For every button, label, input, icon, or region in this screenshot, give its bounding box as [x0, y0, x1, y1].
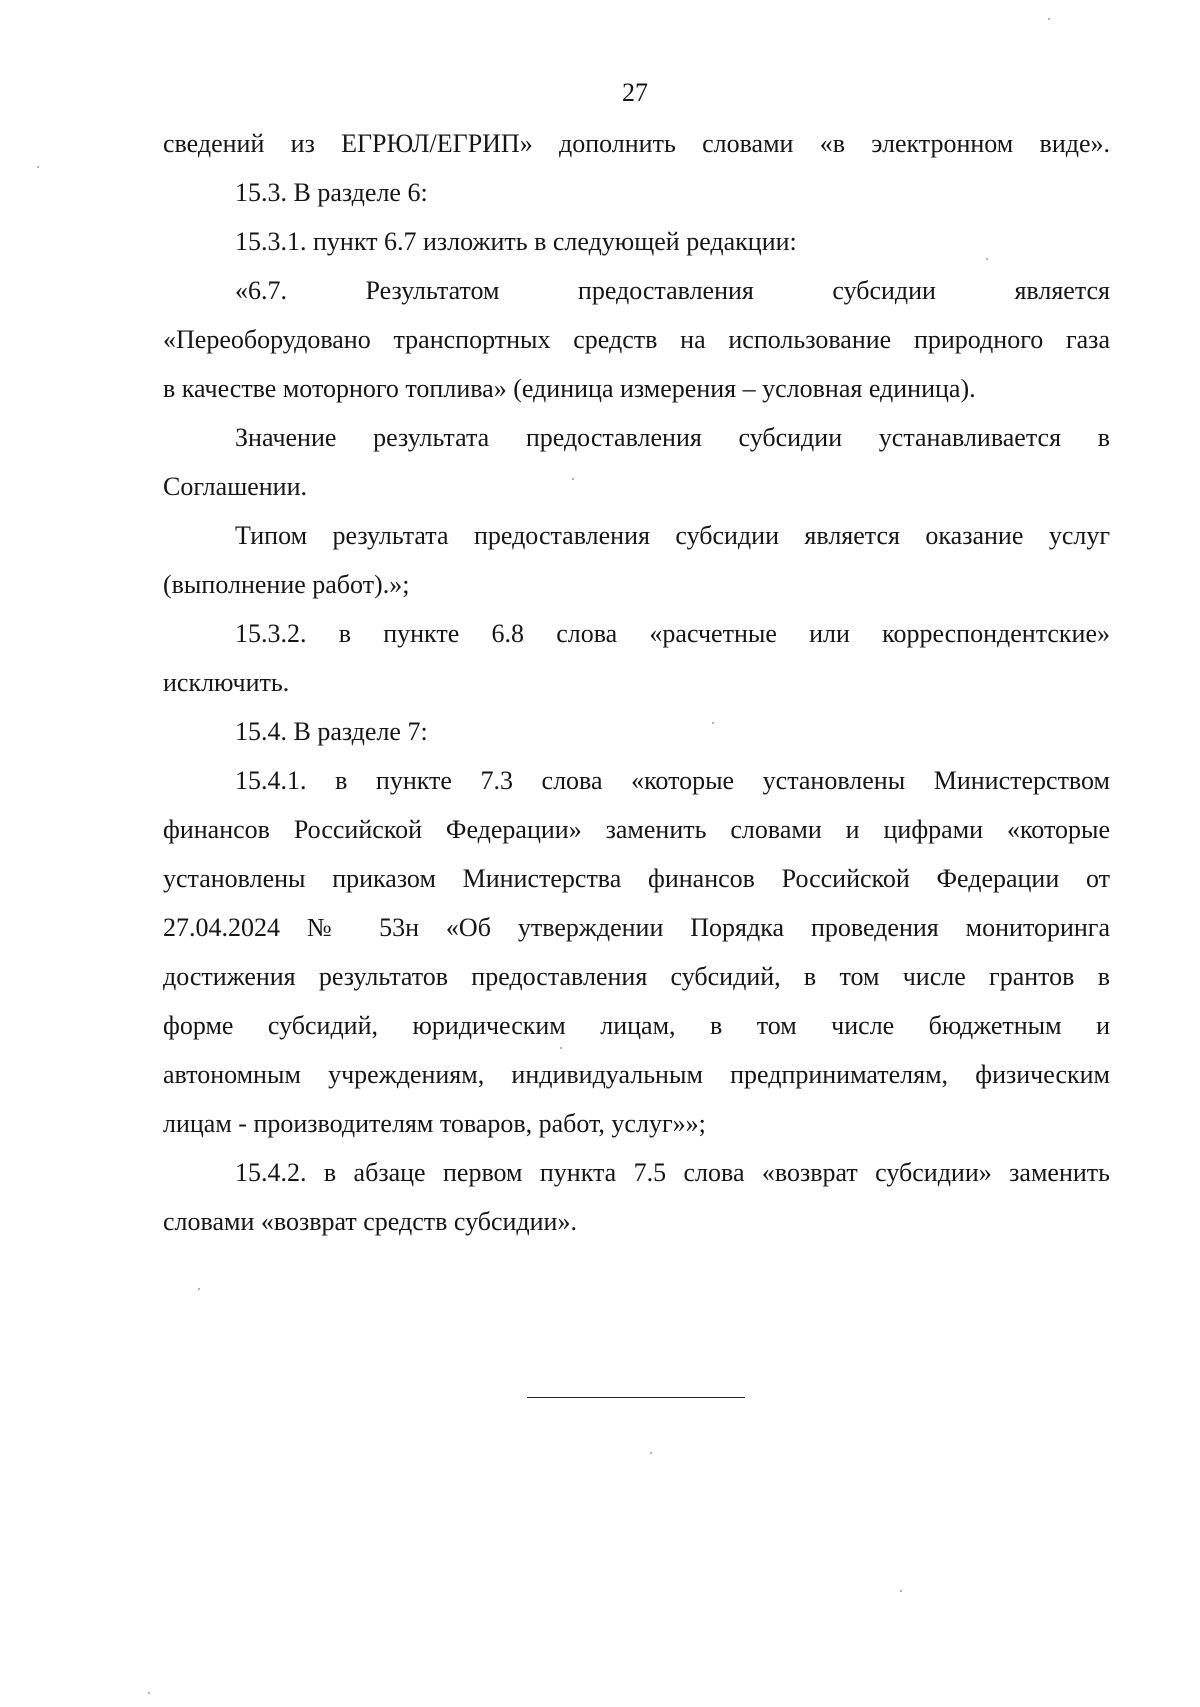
- scan-speck: [900, 1590, 902, 1592]
- page-number: 27: [622, 78, 648, 107]
- text-line: в качестве моторного топлива» (единица измерения – условная единица).: [163, 374, 976, 403]
- text-line: сведений из ЕГРЮЛ/ЕГРИП» дополнить словами «в электронном виде».: [163, 129, 1110, 158]
- text-line: 15.3.1. пункт 6.7 изложить в следующей редакции:: [235, 227, 797, 256]
- scan-speck: [148, 1692, 150, 1694]
- text-line: «Переоборудовано транспортных средств на использование природного газа: [163, 325, 1110, 354]
- text-line: 15.3. В разделе 6:: [235, 178, 428, 207]
- text-line: установлены приказом Министерства финансов Российской Федерации от: [163, 864, 1110, 893]
- scan-speck: [712, 722, 714, 724]
- closing-rule: [527, 1397, 745, 1398]
- text-line: Типом результата предоставления субсидии является оказание услуг: [235, 521, 1110, 550]
- scan-speck: [198, 1288, 200, 1290]
- scan-speck: [650, 1452, 652, 1454]
- text-line: финансов Российской Федерации» заменить словами и цифрами «которые: [163, 815, 1110, 844]
- text-line: Значение результата предоставления субсидии устанавливается в: [235, 423, 1110, 452]
- text-line: достижения результатов предоставления субсидий, в том числе грантов в: [163, 962, 1110, 991]
- text-line: словами «возврат средств субсидии».: [163, 1207, 577, 1236]
- scan-speck: [986, 258, 988, 260]
- text-line: «6.7. Результатом предоставления субсидии является: [235, 276, 1110, 305]
- scan-speck: [560, 1047, 562, 1049]
- text-line: 15.4.2. в абзаце первом пункта 7.5 слова «возврат субсидии» заменить: [235, 1158, 1110, 1187]
- scan-speck: [37, 166, 39, 168]
- document-body: [163, 119, 1110, 1246]
- text-line: лицам - производителям товаров, работ, услуг»»;: [163, 1109, 706, 1138]
- text-line: 15.4.1. в пункте 7.3 слова «которые установлены Министерством: [235, 766, 1110, 795]
- text-line: 15.3.2. в пункте 6.8 слова «расчетные или корреспондентские»: [235, 619, 1110, 648]
- text-line: Соглашении.: [163, 472, 308, 501]
- scan-speck: [1048, 18, 1050, 20]
- scan-speck: [572, 478, 574, 480]
- text-line: (выполнение работ).»;: [163, 570, 410, 599]
- text-line: автономным учреждениям, индивидуальным предпринимателям, физическим: [163, 1060, 1110, 1089]
- text-line: исключить.: [163, 668, 290, 697]
- text-line: форме субсидий, юридическим лицам, в том числе бюджетным и: [163, 1011, 1110, 1040]
- text-line: 27.04.2024 № 53н «Об утверждении Порядка проведения мониторинга: [163, 913, 1110, 942]
- text-line: 15.4. В разделе 7:: [235, 717, 428, 746]
